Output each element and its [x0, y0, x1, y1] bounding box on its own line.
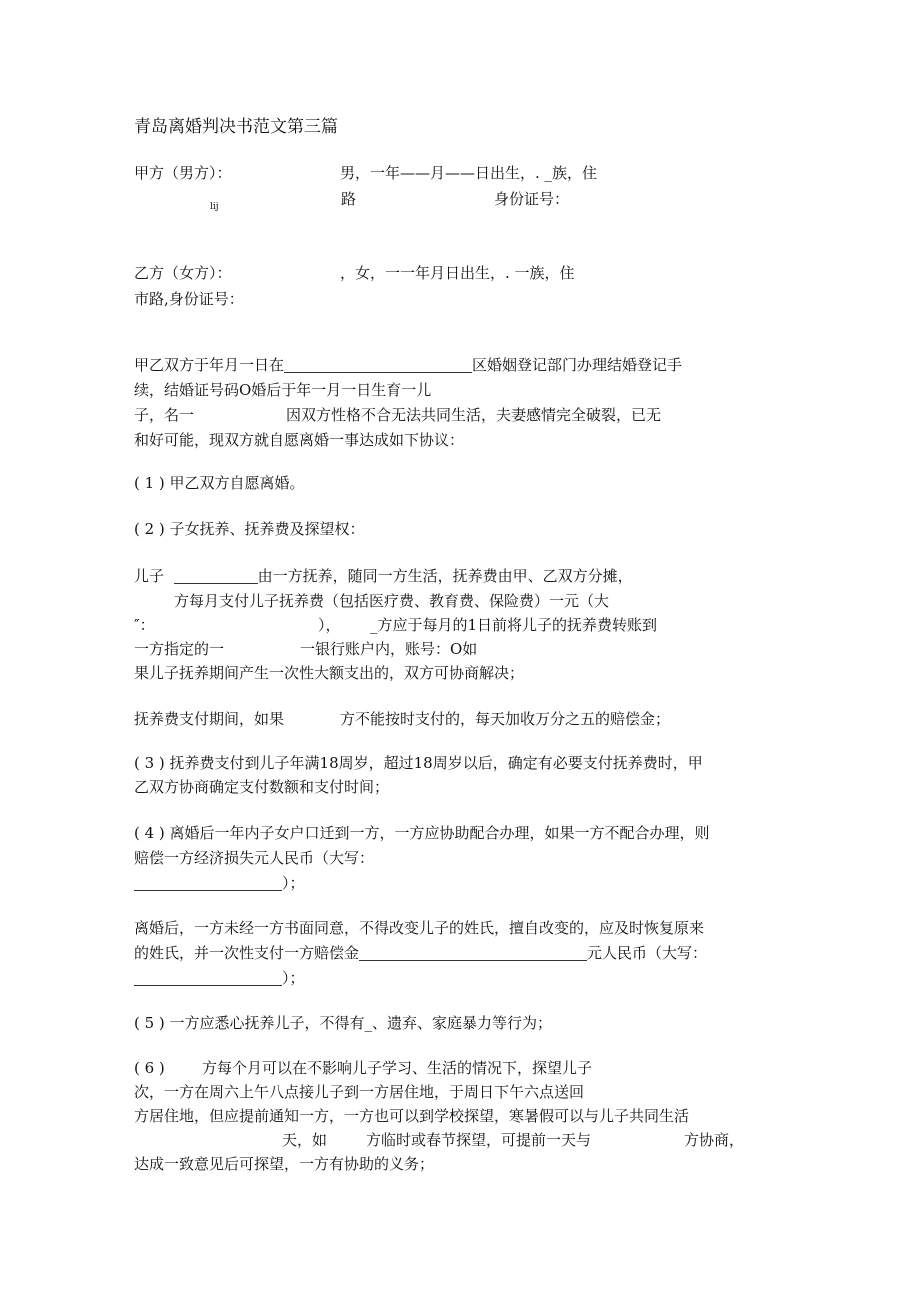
support-text: 一银行账户内，账号：O如	[300, 640, 478, 658]
blank-field	[284, 356, 472, 373]
party-a-label: 甲方（男方）：	[134, 164, 232, 182]
surname-text-b: 元人民币（大写：	[587, 944, 708, 962]
clause-3-line: ( 3 ) 抚养费支付到儿子年满18周岁，超过18周岁以后，确定有必要支付抚养费时，甲	[134, 754, 703, 772]
clause-6-line: 方每个月可以在不影响儿子学习、生活的情况下，探望儿子	[202, 1059, 593, 1077]
clause-6-line: 达成一致意见后可探望，一方有协助的义务；	[134, 1155, 435, 1173]
intro-line: 和好可能，现双方就自愿离婚一事达成如下协议：	[134, 431, 465, 449]
surname-line: 离婚后，一方未经一方书面同意，不得改变儿子的姓氏，擅自改变的，应及时恢复原来	[134, 919, 705, 937]
support-line: 方每月支付儿子抚养费（包括医疗费、教育费、保险费）一元（大	[174, 592, 610, 610]
intro-line	[134, 354, 682, 377]
party-a-mark: lij	[210, 202, 219, 212]
document-title: 青岛离婚判决书范文第三篇	[134, 117, 338, 137]
support-text: 一方指定的一	[134, 640, 225, 658]
blank-field	[134, 874, 282, 891]
surname-text: ）；	[282, 969, 305, 987]
party-b-line2: 市路,身份证号：	[134, 290, 244, 308]
surname-line	[134, 942, 707, 965]
intro-text: 因双方性格不合无法共同生活，夫妻感情完全破裂，已无	[286, 406, 662, 424]
clause-6-line: 方居住地，但应提前通知一方，一方也可以到学校探望，寒暑假可以与儿子共同生活	[134, 1107, 690, 1125]
clause-2: ( 2 ) 子女抚养、抚养费及探望权：	[134, 520, 365, 538]
payment-text: 抚养费支付期间，如果	[134, 710, 285, 728]
blank-field	[174, 567, 258, 584]
clause-6-number: ( 6 )	[134, 1059, 165, 1077]
payment-text: 方不能按时支付的，每天加收万分之五的赔偿金；	[340, 710, 671, 728]
clause-6-line: 次，一方在周六上午八点接儿子到一方居住地，于周日下午六点送回	[134, 1083, 585, 1101]
party-a-info: 男，一年——月——日出生，. _族，住	[340, 164, 598, 182]
clause-4-text: ）；	[282, 874, 305, 892]
clause-3-line: 乙双方协商确定支付数额和支付时间；	[134, 778, 390, 796]
support-text: _方应于每月的1日前将儿子的抚养费转账到	[370, 616, 658, 634]
support-text-b: 由一方抚养，随同一方生活，抚养费由甲、乙双方分摊，	[257, 567, 633, 585]
support-text-a: 儿子	[134, 567, 165, 585]
support-line	[134, 565, 633, 588]
clause-4-line: ( 4 ) 离婚后一年内子女户口迁到一方，一方应协助配合办理，如果一方不配合办理，则	[134, 824, 710, 842]
surname-text-a: 的姓氏，并一次性支付一方赔偿金	[134, 944, 360, 962]
clause-6-text: 方协商，	[684, 1131, 745, 1149]
clause-5: ( 5 ) 一方应悉心抚养儿子，不得有_、遗弃、家庭暴力等行为；	[134, 1014, 553, 1032]
party-b-info: ，女，一一年月日出生，. 一族，住	[340, 264, 575, 282]
clause-4-line: 赔偿一方经济损失元人民币（大写：	[134, 849, 375, 867]
blank-field	[359, 944, 587, 961]
clause-6-text: 天，如	[282, 1131, 328, 1149]
support-text: ），	[318, 616, 341, 634]
clause-4-line	[134, 872, 305, 895]
party-a-id: 身份证号：	[494, 190, 570, 208]
intro-line: 续，结婚证号码O婚后于年一月一日生育一儿	[134, 381, 432, 399]
clause-6-text: 方临时或春节探望，可提前一天与	[366, 1131, 592, 1149]
blank-field	[134, 969, 282, 986]
intro-text-a: 甲乙双方于年月一日在	[134, 356, 285, 374]
support-text: ″：	[134, 616, 155, 634]
intro-text-b: 区婚姻登记部门办理结婚登记手	[472, 356, 683, 374]
party-a-road: 路	[341, 190, 357, 208]
intro-text: 子，名一	[134, 406, 195, 424]
clause-1: ( 1 ) 甲乙双方自愿离婚。	[134, 474, 305, 492]
party-b-label: 乙方（女方）：	[134, 264, 232, 282]
surname-line	[134, 967, 305, 990]
support-line: 果儿子抚养期间产生一次性大额支出的，双方可协商解决；	[134, 664, 525, 682]
